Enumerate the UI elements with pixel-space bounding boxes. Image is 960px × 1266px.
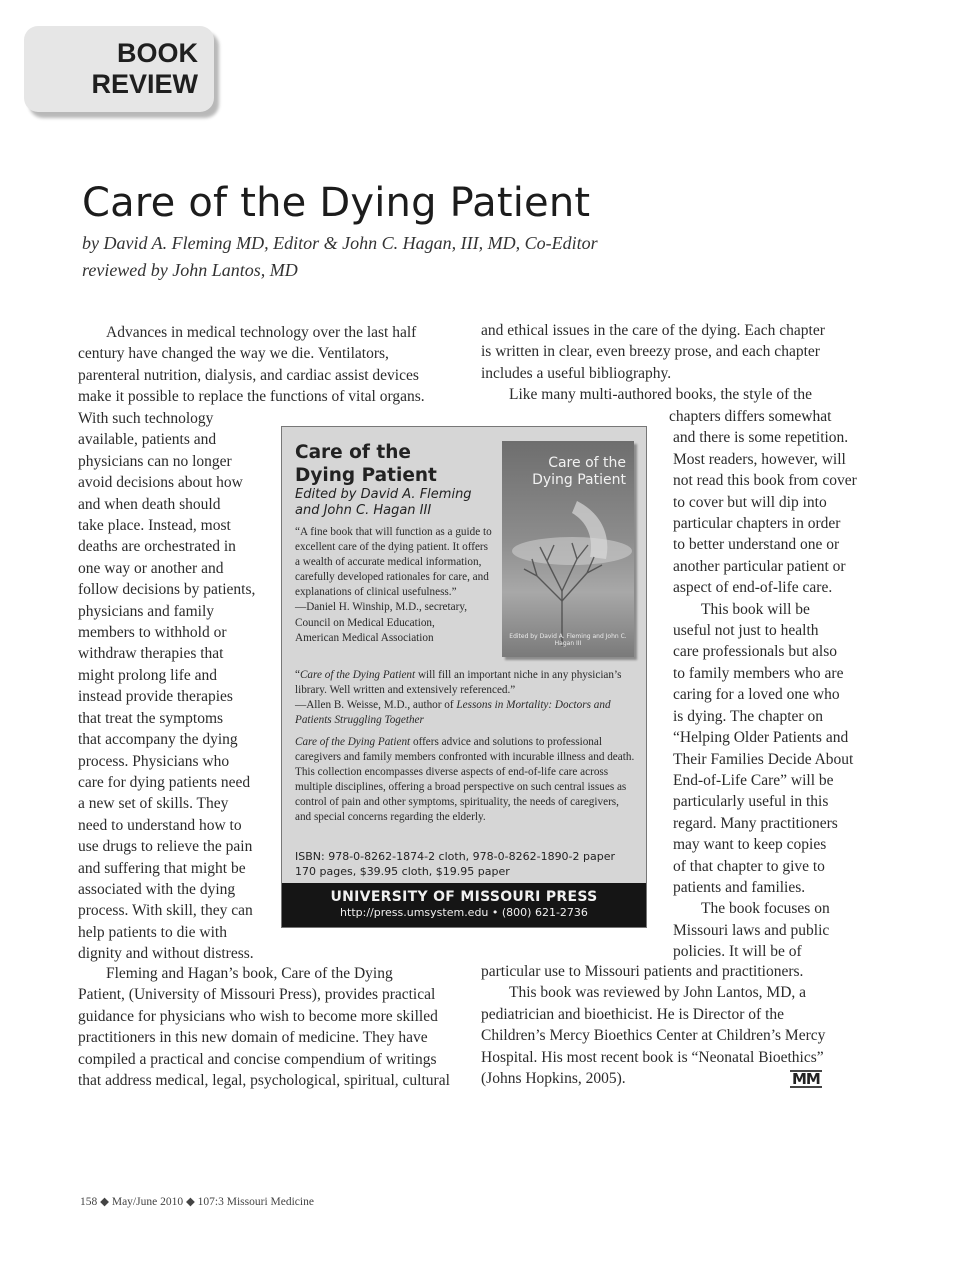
text-line: is dying. The chapter on <box>673 707 823 725</box>
text-line: dignity and without distress. <box>78 945 254 963</box>
text-line: help patients to die with <box>78 923 227 941</box>
reviewer-line: reviewed by John Lantos, MD <box>82 260 298 280</box>
ad-desc-body: offers advice and solutions to professional caregivers and family members confronted with incurable illness and death. This collection encompasses diverse aspects of end-of-life care across multiple disciplines, offering a broad perspective on such central issues as control of pain and other symptoms, spirituality, the needs of caregivers, and special concerns regarding the elderly. <box>295 736 635 824</box>
missouri-medicine-end-mark: MM <box>792 1070 820 1088</box>
text-line: process. Physicians who <box>78 752 230 770</box>
text-line: practitioners in this new domain of medicine. They have <box>78 1029 428 1047</box>
text-line: This book was reviewed by John Lantos, MD, a <box>509 984 807 1002</box>
text-line: (Johns Hopkins, 2005). <box>481 1070 626 1088</box>
text-line: Fleming and Hagan’s book, Care of the Dying <box>106 965 393 982</box>
text-line: withdraw therapies that <box>78 645 224 663</box>
section-tab <box>24 26 214 112</box>
ad-isbn <box>295 849 635 879</box>
book-advertisement <box>281 426 647 928</box>
text-line: care for dying patients need <box>78 773 251 791</box>
text-line: parenteral nutrition, dialysis, and cardiac assist devices <box>78 366 419 384</box>
text-line: take place. Instead, most <box>78 517 231 535</box>
text-line: may want to keep copies <box>673 836 827 854</box>
ad-open-quote: “ <box>295 669 300 681</box>
text-line: End-of-Life Care” will be <box>673 771 834 789</box>
text-line: This book will be <box>701 600 810 618</box>
section-label-line2: REVIEW <box>91 69 198 99</box>
ad-title-line1: Care of the <box>295 442 411 463</box>
text-line: that accompany the dying <box>78 731 238 749</box>
text-line: associated with the dying <box>78 880 236 898</box>
text-line: use drugs to relieve the pain <box>78 838 253 856</box>
text-line: one way or another and <box>78 559 224 577</box>
ad-editors <box>295 487 472 519</box>
text-line: Patient, (University of Missouri Press), provides practical <box>78 986 436 1004</box>
right-narrow <box>669 406 869 963</box>
cover-editors: Edited by David A. Fleming and John C. Hagan III <box>509 633 627 647</box>
text-line: follow decisions by patients, <box>78 581 256 599</box>
ad-quote-attribution: —Daniel H. Winship, M.D., secretary, <box>295 601 467 614</box>
text-line: With such technology <box>78 410 214 427</box>
ad-quote-text <box>295 668 635 698</box>
text-line: The book focuses on <box>701 900 830 918</box>
cover-title-line1: Care of the <box>548 455 626 471</box>
text-line: includes a useful bibliography. <box>481 364 672 382</box>
ad-title-line2: Dying Patient <box>295 465 437 486</box>
text-line: physicians can no longer <box>78 452 232 470</box>
text-line: caring for a loved one who <box>673 686 840 704</box>
ad-isbn-line1: ISBN: 978-0-8262-1874-2 cloth, 978-0-8262-1890-2 paper <box>295 850 616 863</box>
text-line: regard. Many practitioners <box>673 814 838 832</box>
text-line: might prolong life and <box>78 666 218 684</box>
ad-book-title <box>295 441 437 487</box>
text-line: physicians and family <box>78 602 215 620</box>
text-line: a new set of skills. They <box>78 795 229 813</box>
book-cover-image <box>502 441 634 657</box>
text-line: and when death should <box>78 495 221 513</box>
ad-editors-line1: Edited by David A. Fleming <box>295 487 472 502</box>
text-line: Children’s Mercy Bioethics Center at Children’s Mercy <box>481 1027 826 1045</box>
text-line: Like many multi-authored books, the style of the <box>509 386 813 404</box>
text-line: care professionals but also <box>673 643 837 661</box>
left-para1-full <box>78 322 458 408</box>
ad-quote-attribution <box>295 698 635 728</box>
ad-attr-book: Lessons in Mortality: Doctors and Patients Struggling Together <box>295 699 611 727</box>
text-line: deaths are orchestrated in <box>78 538 236 556</box>
ad-attr-prefix: —Allen B. Weisse, M.D., author of <box>295 699 457 712</box>
author-line: by David A. Fleming MD, Editor & John C. Hagan, III, MD, Co-Editor <box>82 233 598 253</box>
section-label-line1: BOOK <box>117 38 198 68</box>
text-line: and suffering that might be <box>78 859 246 877</box>
ad-quote-body: will fill an important niche in any physician’s library. Well written and extensively referenced.” <box>295 669 622 697</box>
text-line: century have changed the way we die. Ventilators, <box>78 345 389 363</box>
text-line: and ethical issues in the care of the dying. Each chapter <box>481 322 825 339</box>
text-line: pediatrician and bioethicist. He is Director of the <box>481 1005 785 1023</box>
page-footer: 158 ◆ May/June 2010 ◆ 107:3 Missouri Medicine <box>80 1196 314 1208</box>
text-line: Missouri laws and public <box>673 921 830 939</box>
text-line: is written in clear, even breezy prose, and each chapter <box>481 343 820 361</box>
ad-description <box>295 735 635 826</box>
text-line: that treat the symptoms <box>78 709 224 727</box>
text-line: process. With skill, they can <box>78 902 253 920</box>
text-line: another particular patient or <box>673 557 846 575</box>
ad-quote-book-title: Care of the Dying Patient <box>299 669 416 681</box>
ad-quote-weisse <box>295 668 635 728</box>
text-line: to better understand one or <box>673 536 840 554</box>
text-line: Advances in medical technology over the last half <box>106 324 417 341</box>
ad-editors-line2: and John C. Hagan III <box>295 503 432 518</box>
text-line: available, patients and <box>78 431 217 449</box>
ad-quote-winship <box>295 525 495 646</box>
text-line: that address medical, legal, psychological, spiritual, cultural <box>78 1072 450 1090</box>
left-para1-narrow <box>78 408 273 965</box>
text-line: Most readers, however, will <box>673 450 846 468</box>
text-line: “Helping Older Patients and <box>673 729 849 747</box>
cover-title-line2: Dying Patient <box>532 472 626 488</box>
cover-title <box>532 455 626 489</box>
right-top <box>481 320 871 406</box>
text-line: not read this book from cover <box>673 472 857 490</box>
text-line: to cover but will dip into <box>673 493 827 511</box>
text-line: Hospital. His most recent book is “Neonatal Bioethics” <box>481 1048 824 1066</box>
text-line: useful not just to health <box>673 622 819 640</box>
ad-isbn-line2: 170 pages, $39.95 cloth, $19.95 paper <box>295 865 510 878</box>
text-line: aspect of end-of-life care. <box>673 579 833 597</box>
ad-quote-attribution: Council on Medical Education, <box>295 616 435 629</box>
text-line: patients and families. <box>673 878 806 896</box>
text-line: Their Families Decide About <box>673 750 854 768</box>
text-line: make it possible to replace the functions of vital organs. <box>78 388 425 406</box>
ad-quote-attribution: American Medical Association <box>295 631 434 644</box>
ad-quote-text: “A fine book that will function as a guide to excellent care of the dying patient. It offers a wealth of accurate medical information, carefully developed rationales for care, and explanations of clinical usefulness.” <box>295 526 492 599</box>
text-line: need to understand how to <box>78 816 242 834</box>
ad-desc-book-title: Care of the Dying Patient <box>295 736 411 748</box>
text-line: policies. It will be of <box>673 943 802 961</box>
left-para2 <box>78 963 463 1091</box>
text-line: particular chapters in order <box>673 515 841 533</box>
text-line: and there is some repetition. <box>673 429 849 447</box>
publisher-name: UNIVERSITY OF MISSOURI PRESS <box>330 889 598 905</box>
publisher-contact: http://press.umsystem.edu • (800) 621-2736 <box>340 906 588 919</box>
byline-block <box>82 230 598 284</box>
text-line: instead provide therapies <box>78 688 233 706</box>
text-line: of that chapter to give to <box>673 857 825 875</box>
article-title: Care of the Dying Patient <box>82 180 591 226</box>
text-line: particular use to Missouri patients and practitioners. <box>481 963 804 980</box>
text-line: chapters differs somewhat <box>669 408 832 425</box>
section-label <box>91 38 198 100</box>
text-line: avoid decisions about how <box>78 474 243 492</box>
text-line: particularly useful in this <box>673 793 829 811</box>
text-line: members to withhold or <box>78 624 227 642</box>
text-line: guidance for physicians who wish to become more skilled <box>78 1007 438 1025</box>
ad-publisher-bar <box>282 883 646 927</box>
text-line: compiled a practical and concise compendium of writings <box>78 1050 437 1068</box>
text-line: to family members who are <box>673 664 844 682</box>
